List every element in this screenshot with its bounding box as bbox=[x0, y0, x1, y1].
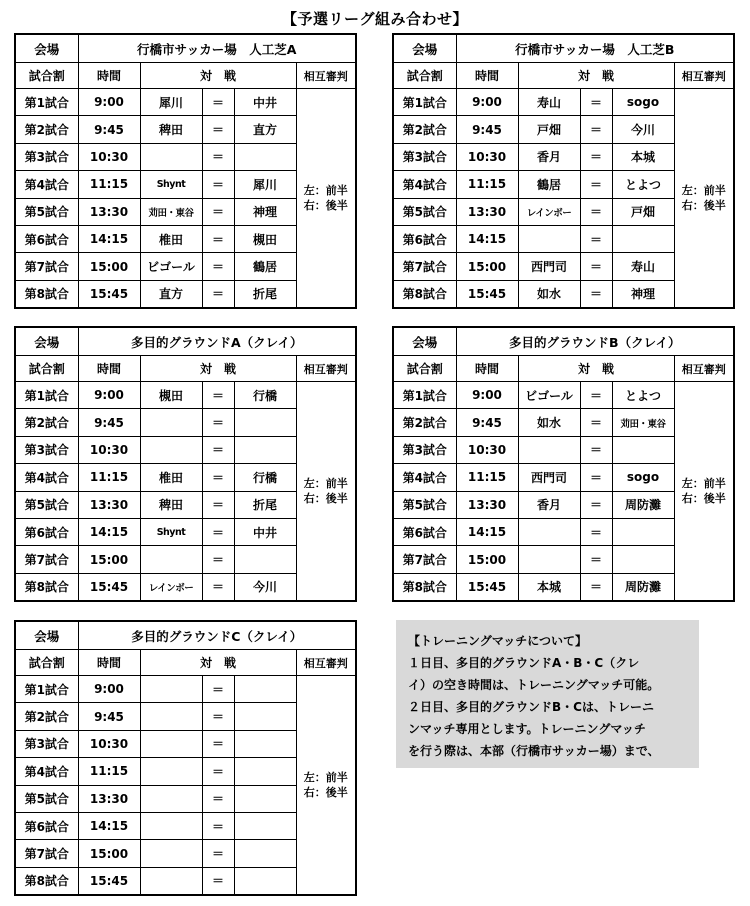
round-cell: 第6試合 bbox=[15, 812, 78, 839]
notice-line: ２日目、多目的グラウンドB・Cは、トレーニ bbox=[408, 700, 654, 714]
vs-cell: ＝ bbox=[202, 840, 234, 867]
round-cell: 第8試合 bbox=[15, 280, 78, 308]
match-header: 対 戦 bbox=[140, 63, 296, 89]
round-cell: 第3試合 bbox=[393, 143, 456, 170]
vs-cell: ＝ bbox=[202, 116, 234, 143]
team-left-cell: 稗田 bbox=[140, 491, 202, 518]
time-cell: 15:00 bbox=[78, 546, 140, 573]
referee-cell bbox=[296, 382, 356, 602]
referee-note-first-half: 左：前半 bbox=[303, 477, 348, 491]
round-cell: 第3試合 bbox=[15, 730, 78, 757]
team-left-cell bbox=[140, 785, 202, 812]
vs-cell: ＝ bbox=[580, 171, 612, 198]
team-left-cell bbox=[140, 436, 202, 463]
notice-line: ンマッチ専用とします。トレーニングマッチ bbox=[408, 722, 646, 736]
round-cell: 第1試合 bbox=[15, 676, 78, 703]
team-left-cell: 如水 bbox=[518, 280, 580, 308]
team-right-cell: 苅田・東谷 bbox=[612, 409, 674, 436]
column-header-row bbox=[15, 63, 356, 89]
venue-name: 行橋市サッカー場 人工芝A bbox=[78, 34, 356, 63]
round-header: 試合割 bbox=[15, 356, 78, 382]
time-cell: 9:45 bbox=[78, 409, 140, 436]
team-left-cell bbox=[518, 546, 580, 573]
team-right-cell bbox=[234, 409, 296, 436]
team-left-cell: 香月 bbox=[518, 143, 580, 170]
vs-cell: ＝ bbox=[580, 225, 612, 252]
referee-note-first-half: 左：前半 bbox=[681, 477, 726, 491]
team-left-cell bbox=[140, 730, 202, 757]
column-header-row bbox=[15, 650, 356, 676]
referee-note-first-half: 左：前半 bbox=[303, 184, 348, 198]
venue-schedule-table bbox=[14, 33, 357, 309]
round-cell: 第2試合 bbox=[15, 116, 78, 143]
venue-label: 会場 bbox=[15, 34, 78, 63]
round-cell: 第4試合 bbox=[393, 171, 456, 198]
round-cell: 第2試合 bbox=[393, 409, 456, 436]
referee-note-second-half: 右：後半 bbox=[303, 492, 348, 506]
referee-note-second-half: 右：後半 bbox=[303, 199, 348, 213]
referee-header: 相互審判 bbox=[296, 356, 356, 382]
round-cell: 第7試合 bbox=[393, 253, 456, 280]
team-right-cell: 鶴居 bbox=[234, 253, 296, 280]
round-cell: 第4試合 bbox=[15, 171, 78, 198]
referee-cell bbox=[296, 676, 356, 896]
round-cell: 第1試合 bbox=[393, 382, 456, 409]
vs-cell: ＝ bbox=[202, 409, 234, 436]
vs-cell: ＝ bbox=[580, 143, 612, 170]
time-cell: 15:00 bbox=[78, 840, 140, 867]
round-cell: 第5試合 bbox=[15, 785, 78, 812]
venue-row bbox=[15, 327, 356, 356]
team-right-cell bbox=[612, 436, 674, 463]
round-cell: 第4試合 bbox=[393, 464, 456, 491]
team-right-cell: 行橋 bbox=[234, 464, 296, 491]
vs-cell: ＝ bbox=[202, 573, 234, 601]
team-left-cell: レインボー bbox=[518, 198, 580, 225]
vs-cell: ＝ bbox=[202, 382, 234, 409]
team-right-cell: 本城 bbox=[612, 143, 674, 170]
team-right-cell: 直方 bbox=[234, 116, 296, 143]
round-header: 試合割 bbox=[393, 63, 456, 89]
team-left-cell bbox=[140, 867, 202, 895]
vs-cell: ＝ bbox=[202, 676, 234, 703]
team-left-cell: 直方 bbox=[140, 280, 202, 308]
vs-cell: ＝ bbox=[202, 253, 234, 280]
time-cell: 10:30 bbox=[456, 143, 518, 170]
time-header: 時間 bbox=[78, 63, 140, 89]
page-title: 【予選リーグ組み合わせ】 bbox=[281, 10, 468, 28]
team-right-cell: 折尾 bbox=[234, 491, 296, 518]
match-header: 対 戦 bbox=[140, 650, 296, 676]
round-cell: 第6試合 bbox=[15, 518, 78, 545]
vs-cell: ＝ bbox=[202, 703, 234, 730]
team-left-cell: 槻田 bbox=[140, 382, 202, 409]
round-cell: 第1試合 bbox=[393, 89, 456, 116]
time-cell: 9:00 bbox=[78, 89, 140, 116]
time-cell: 9:00 bbox=[78, 382, 140, 409]
team-left-cell: ビゴール bbox=[518, 382, 580, 409]
referee-cell bbox=[296, 89, 356, 309]
match-row bbox=[15, 89, 356, 116]
referee-cell bbox=[674, 89, 734, 309]
team-left-cell: 西門司 bbox=[518, 253, 580, 280]
round-cell: 第8試合 bbox=[393, 280, 456, 308]
round-cell: 第3試合 bbox=[15, 436, 78, 463]
time-cell: 9:00 bbox=[456, 382, 518, 409]
referee-header: 相互審判 bbox=[296, 650, 356, 676]
notice-line: を行う際は、本部（行橋市サッカー場）まで、 bbox=[408, 744, 660, 758]
time-cell: 9:45 bbox=[78, 116, 140, 143]
vs-cell: ＝ bbox=[202, 464, 234, 491]
vs-cell: ＝ bbox=[580, 436, 612, 463]
team-right-cell: 中井 bbox=[234, 518, 296, 545]
venue-name: 行橋市サッカー場 人工芝B bbox=[456, 34, 734, 63]
round-cell: 第7試合 bbox=[15, 546, 78, 573]
team-right-cell: sogo bbox=[612, 89, 674, 116]
time-cell: 11:15 bbox=[456, 171, 518, 198]
time-cell: 15:45 bbox=[78, 867, 140, 895]
time-cell: 15:00 bbox=[78, 253, 140, 280]
venue-name: 多目的グラウンドB（クレイ） bbox=[456, 327, 734, 356]
team-right-cell bbox=[612, 546, 674, 573]
vs-cell: ＝ bbox=[580, 198, 612, 225]
team-left-cell: 西門司 bbox=[518, 464, 580, 491]
column-header-row bbox=[393, 356, 734, 382]
round-cell: 第1試合 bbox=[15, 382, 78, 409]
round-cell: 第5試合 bbox=[393, 491, 456, 518]
team-right-cell: 折尾 bbox=[234, 280, 296, 308]
time-cell: 9:45 bbox=[78, 703, 140, 730]
vs-cell: ＝ bbox=[202, 518, 234, 545]
team-left-cell bbox=[140, 840, 202, 867]
time-cell: 13:30 bbox=[78, 785, 140, 812]
team-right-cell: 寿山 bbox=[612, 253, 674, 280]
team-left-cell bbox=[140, 143, 202, 170]
team-right-cell: 犀川 bbox=[234, 171, 296, 198]
venue-row bbox=[393, 327, 734, 356]
team-right-cell: 中井 bbox=[234, 89, 296, 116]
round-cell: 第4試合 bbox=[15, 758, 78, 785]
team-left-cell bbox=[140, 676, 202, 703]
time-cell: 14:15 bbox=[456, 518, 518, 545]
match-row bbox=[393, 382, 734, 409]
team-right-cell: 周防灘 bbox=[612, 573, 674, 601]
team-left-cell: 本城 bbox=[518, 573, 580, 601]
team-left-cell: 鶴居 bbox=[518, 171, 580, 198]
referee-note-first-half: 左：前半 bbox=[681, 184, 726, 198]
match-header: 対 戦 bbox=[518, 63, 674, 89]
vs-cell: ＝ bbox=[580, 253, 612, 280]
referee-header: 相互審判 bbox=[674, 63, 734, 89]
notice-title: 【トレーニングマッチについて】 bbox=[408, 634, 588, 648]
vs-cell: ＝ bbox=[580, 573, 612, 601]
time-cell: 9:00 bbox=[78, 676, 140, 703]
team-left-cell: 犀川 bbox=[140, 89, 202, 116]
time-cell: 15:45 bbox=[456, 280, 518, 308]
vs-cell: ＝ bbox=[580, 464, 612, 491]
vs-cell: ＝ bbox=[580, 409, 612, 436]
time-cell: 15:45 bbox=[78, 573, 140, 601]
vs-cell: ＝ bbox=[580, 491, 612, 518]
round-cell: 第2試合 bbox=[15, 703, 78, 730]
vs-cell: ＝ bbox=[202, 171, 234, 198]
column-header-row bbox=[15, 356, 356, 382]
vs-cell: ＝ bbox=[580, 89, 612, 116]
team-right-cell bbox=[234, 703, 296, 730]
time-cell: 10:30 bbox=[78, 730, 140, 757]
round-cell: 第2試合 bbox=[15, 409, 78, 436]
time-cell: 13:30 bbox=[456, 491, 518, 518]
team-right-cell: 戸畑 bbox=[612, 198, 674, 225]
round-cell: 第5試合 bbox=[15, 491, 78, 518]
round-cell: 第7試合 bbox=[15, 253, 78, 280]
team-left-cell bbox=[140, 812, 202, 839]
round-cell: 第5試合 bbox=[393, 198, 456, 225]
venue-label: 会場 bbox=[15, 327, 78, 356]
team-right-cell bbox=[234, 676, 296, 703]
venue-row bbox=[15, 621, 356, 650]
round-header: 試合割 bbox=[393, 356, 456, 382]
team-left-cell bbox=[140, 703, 202, 730]
team-left-cell: 戸畑 bbox=[518, 116, 580, 143]
referee-note-second-half: 右：後半 bbox=[303, 786, 348, 800]
time-header: 時間 bbox=[78, 356, 140, 382]
round-cell: 第6試合 bbox=[393, 518, 456, 545]
venue-schedule-table bbox=[14, 620, 357, 896]
venue-row bbox=[393, 34, 734, 63]
time-cell: 15:00 bbox=[456, 546, 518, 573]
team-right-cell: 今川 bbox=[234, 573, 296, 601]
venue-row bbox=[15, 34, 356, 63]
vs-cell: ＝ bbox=[202, 280, 234, 308]
team-left-cell: Shynt bbox=[140, 171, 202, 198]
round-cell: 第5試合 bbox=[15, 198, 78, 225]
vs-cell: ＝ bbox=[202, 491, 234, 518]
time-cell: 9:45 bbox=[456, 116, 518, 143]
team-left-cell: 椎田 bbox=[140, 225, 202, 252]
team-left-cell: レインボー bbox=[140, 573, 202, 601]
round-cell: 第6試合 bbox=[15, 225, 78, 252]
time-cell: 11:15 bbox=[78, 171, 140, 198]
venue-label: 会場 bbox=[15, 621, 78, 650]
round-cell: 第6試合 bbox=[393, 225, 456, 252]
match-header: 対 戦 bbox=[518, 356, 674, 382]
vs-cell: ＝ bbox=[580, 116, 612, 143]
team-right-cell bbox=[234, 143, 296, 170]
team-left-cell bbox=[140, 758, 202, 785]
team-right-cell: sogo bbox=[612, 464, 674, 491]
vs-cell: ＝ bbox=[202, 436, 234, 463]
referee-header: 相互審判 bbox=[296, 63, 356, 89]
match-header: 対 戦 bbox=[140, 356, 296, 382]
notice-line: １日目、多目的グラウンドA・B・C（クレ bbox=[408, 656, 640, 670]
round-cell: 第1試合 bbox=[15, 89, 78, 116]
team-right-cell bbox=[234, 730, 296, 757]
venue-label: 会場 bbox=[393, 327, 456, 356]
team-left-cell bbox=[518, 518, 580, 545]
time-cell: 13:30 bbox=[78, 198, 140, 225]
time-cell: 14:15 bbox=[78, 225, 140, 252]
vs-cell: ＝ bbox=[202, 89, 234, 116]
round-cell: 第8試合 bbox=[15, 867, 78, 895]
team-right-cell: とよつ bbox=[612, 171, 674, 198]
round-header: 試合割 bbox=[15, 63, 78, 89]
team-right-cell bbox=[234, 436, 296, 463]
time-cell: 14:15 bbox=[78, 812, 140, 839]
time-cell: 11:15 bbox=[456, 464, 518, 491]
team-right-cell: 神理 bbox=[234, 198, 296, 225]
team-right-cell bbox=[234, 758, 296, 785]
match-row bbox=[15, 676, 356, 703]
team-left-cell: ビゴール bbox=[140, 253, 202, 280]
time-cell: 10:30 bbox=[78, 143, 140, 170]
team-left-cell: Shynt bbox=[140, 518, 202, 545]
time-cell: 11:15 bbox=[78, 464, 140, 491]
team-right-cell bbox=[234, 785, 296, 812]
vs-cell: ＝ bbox=[202, 758, 234, 785]
referee-note-second-half: 右：後半 bbox=[681, 492, 726, 506]
time-cell: 13:30 bbox=[456, 198, 518, 225]
vs-cell: ＝ bbox=[202, 785, 234, 812]
team-right-cell: 槻田 bbox=[234, 225, 296, 252]
round-cell: 第4試合 bbox=[15, 464, 78, 491]
team-left-cell bbox=[518, 225, 580, 252]
vs-cell: ＝ bbox=[580, 518, 612, 545]
team-right-cell: 神理 bbox=[612, 280, 674, 308]
team-right-cell bbox=[234, 840, 296, 867]
team-right-cell bbox=[612, 518, 674, 545]
venue-schedule-table bbox=[392, 326, 735, 602]
training-match-notice bbox=[396, 620, 699, 768]
team-left-cell: 稗田 bbox=[140, 116, 202, 143]
match-row bbox=[393, 89, 734, 116]
vs-cell: ＝ bbox=[580, 280, 612, 308]
vs-cell: ＝ bbox=[202, 546, 234, 573]
team-right-cell bbox=[612, 225, 674, 252]
time-cell: 10:30 bbox=[456, 436, 518, 463]
team-left-cell bbox=[518, 436, 580, 463]
vs-cell: ＝ bbox=[202, 143, 234, 170]
vs-cell: ＝ bbox=[580, 382, 612, 409]
team-right-cell bbox=[234, 812, 296, 839]
team-left-cell: 椎田 bbox=[140, 464, 202, 491]
time-cell: 15:00 bbox=[456, 253, 518, 280]
referee-note-second-half: 右：後半 bbox=[681, 199, 726, 213]
column-header-row bbox=[393, 63, 734, 89]
team-right-cell: 行橋 bbox=[234, 382, 296, 409]
vs-cell: ＝ bbox=[580, 546, 612, 573]
time-cell: 10:30 bbox=[78, 436, 140, 463]
team-right-cell bbox=[234, 867, 296, 895]
venue-label: 会場 bbox=[393, 34, 456, 63]
venue-schedule-table bbox=[392, 33, 735, 309]
time-cell: 15:45 bbox=[456, 573, 518, 601]
notice-line: イ）の空き時間は、トレーニングマッチ可能。 bbox=[408, 678, 660, 692]
round-cell: 第8試合 bbox=[393, 573, 456, 601]
team-left-cell bbox=[140, 409, 202, 436]
vs-cell: ＝ bbox=[202, 812, 234, 839]
team-left-cell: 香月 bbox=[518, 491, 580, 518]
time-cell: 15:45 bbox=[78, 280, 140, 308]
round-header: 試合割 bbox=[15, 650, 78, 676]
referee-note-first-half: 左：前半 bbox=[303, 771, 348, 785]
time-header: 時間 bbox=[456, 356, 518, 382]
vs-cell: ＝ bbox=[202, 198, 234, 225]
team-left-cell: 苅田・東谷 bbox=[140, 198, 202, 225]
time-cell: 13:30 bbox=[78, 491, 140, 518]
team-right-cell bbox=[234, 546, 296, 573]
time-cell: 11:15 bbox=[78, 758, 140, 785]
vs-cell: ＝ bbox=[202, 225, 234, 252]
venue-schedule-table bbox=[14, 326, 357, 602]
venue-name: 多目的グラウンドA（クレイ） bbox=[78, 327, 356, 356]
round-cell: 第2試合 bbox=[393, 116, 456, 143]
round-cell: 第3試合 bbox=[15, 143, 78, 170]
team-right-cell: 周防灘 bbox=[612, 491, 674, 518]
team-left-cell bbox=[140, 546, 202, 573]
team-right-cell: とよつ bbox=[612, 382, 674, 409]
team-left-cell: 如水 bbox=[518, 409, 580, 436]
team-right-cell: 今川 bbox=[612, 116, 674, 143]
round-cell: 第7試合 bbox=[393, 546, 456, 573]
vs-cell: ＝ bbox=[202, 730, 234, 757]
time-header: 時間 bbox=[456, 63, 518, 89]
venue-name: 多目的グラウンドC（クレイ） bbox=[78, 621, 356, 650]
time-header: 時間 bbox=[78, 650, 140, 676]
match-row bbox=[15, 382, 356, 409]
referee-header: 相互審判 bbox=[674, 356, 734, 382]
vs-cell: ＝ bbox=[202, 867, 234, 895]
round-cell: 第7試合 bbox=[15, 840, 78, 867]
round-cell: 第8試合 bbox=[15, 573, 78, 601]
time-cell: 14:15 bbox=[456, 225, 518, 252]
time-cell: 9:45 bbox=[456, 409, 518, 436]
team-left-cell: 寿山 bbox=[518, 89, 580, 116]
referee-cell bbox=[674, 382, 734, 602]
time-cell: 9:00 bbox=[456, 89, 518, 116]
round-cell: 第3試合 bbox=[393, 436, 456, 463]
time-cell: 14:15 bbox=[78, 518, 140, 545]
